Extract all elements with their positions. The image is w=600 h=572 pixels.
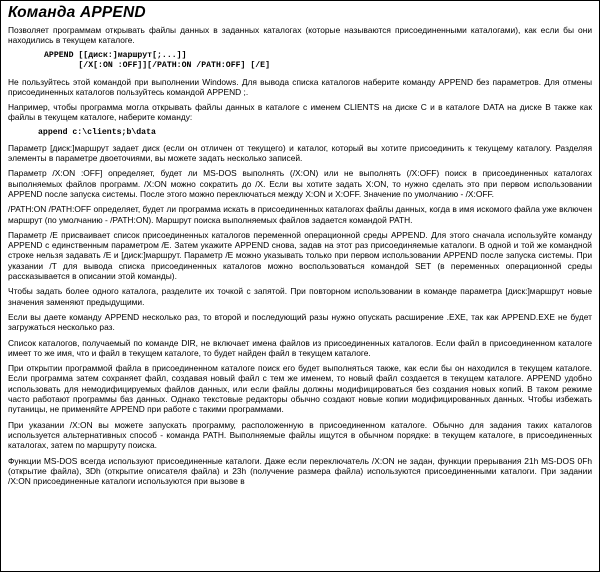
paragraph: Например, чтобы программа могла открывать файлы данных в каталоге с именем CLIENTS на диске C и в каталоге DATA на диске B также как файлы в текущем каталоге, наберите команду: [8, 102, 592, 123]
paragraph: Не пользуйтесь этой командой при выполнении Windows. Для вывода списка каталогов наберите команду APPEND без параметров. Для отмены присоединенных каталогов пользуйтесь командой APPEND ;. [8, 76, 592, 97]
paragraph: Параметр /E присваивает список присоединенных каталогов переменной операционной среды APPEND. Для этого сначала используйте команду APPEND с единственным параметром /E. Затем укажите APPEND снова, задав на этот раз присоединяемые каталоги. В одной и той же командной строке нельзя задавать /E и [диск:]маршрут. Параметр /E можно указывать только при первом использовании APPEND после запуска системы. При указании /T для вывода списка присоединенных каталогов можно воспользоваться командой SET (в переменных операционной среды рассказывается в описании этой команды). [8, 229, 592, 282]
page-title: Команда APPEND [8, 4, 146, 21]
paragraph: Список каталогов, получаемый по команде DIR, не включает имена файлов из присоединенных каталогов. Если файл в присоединенном каталоге имеет то же имя, что и файл в текущем каталоге, то будет найден файл в текущем каталоге. [8, 337, 592, 358]
paragraph: Параметр [диск:]маршрут задает диск (если он отличен от текущего) и каталог, который вы хотите присоединить к текущему каталогу. Разделяя элементы в параметре двоеточиями, вы можете задать несколько записей. [8, 142, 592, 164]
document-page [1, 1, 599, 486]
paragraph: Если вы даете команду APPEND несколько раз, то второй и последующий разы нужно опускать расширение .EXE, так как APPEND.EXE не будет загружаться несколько раз. [8, 311, 592, 333]
syntax-line: APPEND [[диск:]маршрут[;...]] [44, 50, 187, 60]
paragraph: При указании /X:ON вы можете запускать программу, расположенную в присоединенном каталоге. Обычно для задания таких каталогов используется альтернативных способ - команда PATH. Выполняемые файлы ищутся в обычном порядке: в текущем каталоге, в присоединенных каталогах, затем по маршруту поиска. [8, 419, 592, 451]
paragraph: Чтобы задать более одного каталога, разделите их точкой с запятой. При повторном использовании в команде параметра [диск:]маршрут новые значения заменяют предыдущими. [8, 286, 592, 307]
paragraph: При открытии программой файла в присоединенном каталоге поиск его будет выполняться также, как если бы он находился в текущем каталоге. Если программа затем сохраняет файл, создавая новый файл с тем же именем, то новый файл создается в текущем каталоге. APPEND удобно использовать для немодифицируемых файлов данных, или если файлы должны модифицироваться без создания новых копий. В таком режиме часто работают программы баз данных. Однако текстовые редакторы обычно создают новые копии модифицированных данных. Чтобы избежать путаницы, не применяйте APPEND при работе с такими программами. [8, 363, 592, 415]
paragraph: Функции MS-DOS всегда используют присоединенные каталоги. Даже если переключатель /X:ON не задан, функции прерывания 21h MS-DOS 0Fh (открытие файла), 3Dh (открытие описателя файла) и 23h (получение размера файла) используются присоединенными каталоги. При задании /X:ON присоединенные каталоги используются при вызове в [8, 455, 592, 487]
syntax-block [44, 51, 592, 71]
paragraph: /PATH:ON /PATH:OFF определяет, будет ли программа искать в присоединенных каталогах файлы данных, когда в имя искомого файла уже включен маршрут (по умолчанию - /PATH:ON). Маршрут поиска выполняемых файлов задается командой PATH. [8, 204, 592, 225]
intro-paragraph: Позволяет программам открывать файлы данных в заданных каталогах (которые называются присоединенными каталогами), как если бы они находились в текущем каталоге. [8, 25, 592, 46]
example-command: append c:\clients;b\data [38, 127, 156, 137]
syntax-line: [/X[:ON :OFF]][/PATH:ON /PATH:OFF] [/E] [44, 60, 271, 70]
paragraph: Параметр /X:ON :OFF] определяет, будет ли MS-DOS выполнять (/X:ON) или не выполнять (/X:OFF) поиск в присоединенных каталогах выполняемых файлов программ. /X:ON можно сократить до /X. Если вы хотите задать X:ON, то нужно сделать это при первом использовании APPEND после запуска системы. После этого можно переключаться между X:ON и X:OFF. Значение по умолчанию - /X:OFF. [8, 168, 592, 199]
